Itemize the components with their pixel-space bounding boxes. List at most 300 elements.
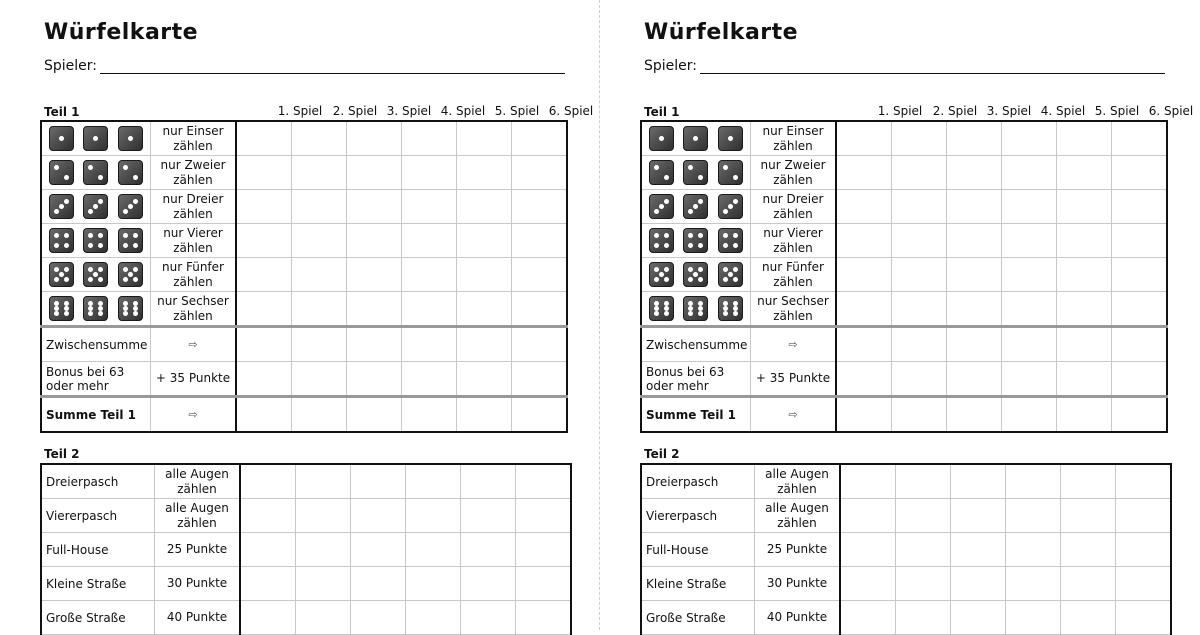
card-title: Würfelkarte <box>644 20 799 45</box>
dice-cell <box>41 190 151 224</box>
die-1-icon <box>118 126 143 151</box>
score-cell-part2-5-game-1[interactable] <box>240 601 296 635</box>
score-cell-part1-4-game-6[interactable] <box>512 224 568 258</box>
game-header-2: 2. Spiel <box>932 104 978 118</box>
combination-label: Große Straße <box>641 601 755 635</box>
game-header-4: 4. Spiel <box>440 104 486 118</box>
combination-label: Full-House <box>641 533 755 567</box>
score-cell-part1-5-game-2[interactable] <box>292 258 347 292</box>
die-6-icon <box>683 296 708 321</box>
subtotal-row <box>41 327 567 362</box>
score-cell-part2-3-game-2[interactable] <box>896 533 951 567</box>
die-2-icon <box>49 160 74 185</box>
die-3-icon <box>718 194 743 219</box>
player-name-line[interactable] <box>700 73 1165 74</box>
score-cell-part1-4-game-4[interactable] <box>402 224 457 258</box>
dice-cell <box>641 190 751 224</box>
score-cell-part1-4-game-5[interactable] <box>1057 224 1112 258</box>
score-cell-part1-5-game-4[interactable] <box>402 258 457 292</box>
part2-table <box>640 463 1172 635</box>
die-5-icon <box>683 262 708 287</box>
score-cell-part2-4-game-1[interactable] <box>840 567 896 601</box>
bonus-description: + 35 Punkte <box>751 362 837 397</box>
score-cell-part2-5-game-2[interactable] <box>296 601 351 635</box>
score-cell-part2-4-game-6[interactable] <box>516 567 572 601</box>
die-6-icon <box>118 296 143 321</box>
table-row <box>41 121 567 156</box>
score-cell-subtotal-game-6[interactable] <box>512 327 568 362</box>
score-cell-part1-6-game-6[interactable] <box>512 292 568 327</box>
score-cell-part2-3-game-1[interactable] <box>240 533 296 567</box>
game-header-1: 1. Spiel <box>277 104 323 118</box>
score-cell-part1-5-game-1[interactable] <box>836 258 892 292</box>
score-cell-part1-2-game-2[interactable] <box>292 156 347 190</box>
table-row <box>641 601 1171 635</box>
score-cell-part1-6-game-1[interactable] <box>836 292 892 327</box>
score-cell-part1-2-game-5[interactable] <box>457 156 512 190</box>
combination-label: Kleine Straße <box>641 567 755 601</box>
score-cell-part1-6-game-3[interactable] <box>347 292 402 327</box>
table-row <box>641 567 1171 601</box>
bonus-row <box>41 362 567 397</box>
bonus-label: Bonus bei 63 oder mehr <box>641 362 751 397</box>
score-cell-part2-4-game-2[interactable] <box>296 567 351 601</box>
score-cell-part2-5-game-4[interactable] <box>406 601 461 635</box>
score-cell-part2-2-game-4[interactable] <box>1006 499 1061 533</box>
score-cell-part2-5-game-5[interactable] <box>1061 601 1116 635</box>
score-cell-part1-2-game-5[interactable] <box>1057 156 1112 190</box>
score-cell-bonus-game-1[interactable] <box>236 362 292 397</box>
score-cell-part2-4-game-6[interactable] <box>1116 567 1172 601</box>
table-row <box>641 499 1171 533</box>
score-cell-subtotal-game-4[interactable] <box>402 327 457 362</box>
score-cell-part1-3-game-5[interactable] <box>1057 190 1112 224</box>
dice-cell <box>41 121 151 156</box>
score-cell-sum1-game-4[interactable] <box>1002 397 1057 433</box>
score-cell-sum1-game-5[interactable] <box>457 397 512 433</box>
sum-arrow-icon: ⇨ <box>751 397 837 433</box>
table-row <box>41 156 567 190</box>
score-cell-part1-2-game-4[interactable] <box>1002 156 1057 190</box>
score-cell-part1-4-game-1[interactable] <box>836 224 892 258</box>
score-cell-part1-2-game-1[interactable] <box>836 156 892 190</box>
game-header-3: 3. Spiel <box>386 104 432 118</box>
rule-description: nur Einser zählen <box>751 121 837 156</box>
table-row <box>41 190 567 224</box>
score-cell-part2-5-game-3[interactable] <box>951 601 1006 635</box>
die-5-icon <box>83 262 108 287</box>
die-4-icon <box>683 228 708 253</box>
table-row <box>41 601 571 635</box>
page-divider <box>599 0 600 630</box>
score-cell-part1-4-game-3[interactable] <box>947 224 1002 258</box>
rule-description: nur Dreier zählen <box>151 190 237 224</box>
die-5-icon <box>118 262 143 287</box>
score-cell-part1-1-game-3[interactable] <box>347 121 402 156</box>
dice-cell <box>41 292 151 327</box>
score-cell-part2-2-game-4[interactable] <box>406 499 461 533</box>
score-cell-part2-1-game-3[interactable] <box>951 464 1006 499</box>
bonus-description: + 35 Punkte <box>151 362 237 397</box>
die-4-icon <box>83 228 108 253</box>
rule-description: 25 Punkte <box>755 533 841 567</box>
score-cell-part2-5-game-4[interactable] <box>1006 601 1061 635</box>
dice-cell <box>41 224 151 258</box>
score-cell-part2-3-game-3[interactable] <box>951 533 1006 567</box>
score-cell-sum1-game-1[interactable] <box>236 397 292 433</box>
combination-label: Viererpasch <box>641 499 755 533</box>
score-cell-part2-4-game-5[interactable] <box>461 567 516 601</box>
table-row <box>641 533 1171 567</box>
score-cell-sum1-game-3[interactable] <box>947 397 1002 433</box>
die-5-icon <box>718 262 743 287</box>
score-cell-part1-1-game-5[interactable] <box>1057 121 1112 156</box>
die-1-icon <box>49 126 74 151</box>
score-cell-part2-5-game-3[interactable] <box>351 601 406 635</box>
die-4-icon <box>49 228 74 253</box>
score-cell-part1-5-game-5[interactable] <box>457 258 512 292</box>
rule-description: 40 Punkte <box>755 601 841 635</box>
sum-part1-row <box>641 397 1167 433</box>
score-cell-part2-5-game-6[interactable] <box>516 601 572 635</box>
die-2-icon <box>118 160 143 185</box>
die-4-icon <box>649 228 674 253</box>
score-cell-subtotal-game-5[interactable] <box>1057 327 1112 362</box>
game-header-5: 5. Spiel <box>1094 104 1140 118</box>
score-cell-part1-4-game-6[interactable] <box>1112 224 1168 258</box>
die-4-icon <box>118 228 143 253</box>
dice-cell <box>641 156 751 190</box>
score-cell-part1-1-game-4[interactable] <box>402 121 457 156</box>
score-cell-part2-4-game-5[interactable] <box>1061 567 1116 601</box>
score-cell-part2-3-game-5[interactable] <box>461 533 516 567</box>
score-cell-part2-4-game-4[interactable] <box>406 567 461 601</box>
score-cell-part1-1-game-2[interactable] <box>292 121 347 156</box>
score-cell-part1-4-game-3[interactable] <box>347 224 402 258</box>
score-cell-part1-1-game-1[interactable] <box>836 121 892 156</box>
subtotal-arrow-icon: ⇨ <box>751 327 837 362</box>
score-cell-part2-2-game-5[interactable] <box>1061 499 1116 533</box>
score-cell-part2-1-game-3[interactable] <box>351 464 406 499</box>
table-row <box>41 292 567 327</box>
score-cell-part2-4-game-3[interactable] <box>951 567 1006 601</box>
score-cell-part2-3-game-3[interactable] <box>351 533 406 567</box>
rule-description: nur Sechser zählen <box>751 292 837 327</box>
score-cell-bonus-game-6[interactable] <box>1112 362 1168 397</box>
score-cell-bonus-game-6[interactable] <box>512 362 568 397</box>
score-cell-subtotal-game-2[interactable] <box>892 327 947 362</box>
player-label: Spieler: <box>44 58 98 74</box>
score-cell-part2-2-game-1[interactable] <box>840 499 896 533</box>
score-cell-part2-4-game-4[interactable] <box>1006 567 1061 601</box>
score-cell-sum1-game-1[interactable] <box>836 397 892 433</box>
score-cell-sum1-game-6[interactable] <box>512 397 568 433</box>
die-2-icon <box>718 160 743 185</box>
score-cell-part1-1-game-3[interactable] <box>947 121 1002 156</box>
rule-description: alle Augen zählen <box>155 499 241 533</box>
player-label: Spieler: <box>644 58 698 74</box>
score-cell-part1-3-game-2[interactable] <box>292 190 347 224</box>
rule-description: alle Augen zählen <box>755 499 841 533</box>
score-cell-part2-2-game-2[interactable] <box>896 499 951 533</box>
score-cell-part2-5-game-2[interactable] <box>896 601 951 635</box>
score-cell-part2-4-game-3[interactable] <box>351 567 406 601</box>
table-row <box>641 464 1171 499</box>
score-cell-part2-5-game-6[interactable] <box>1116 601 1172 635</box>
score-cell-part2-2-game-5[interactable] <box>461 499 516 533</box>
die-3-icon <box>49 194 74 219</box>
score-cell-part2-3-game-1[interactable] <box>840 533 896 567</box>
score-cell-part1-6-game-4[interactable] <box>402 292 457 327</box>
score-cell-part2-1-game-4[interactable] <box>1006 464 1061 499</box>
part2-title: Teil 2 <box>44 447 80 461</box>
score-cell-subtotal-game-1[interactable] <box>236 327 292 362</box>
score-cell-part1-6-game-6[interactable] <box>1112 292 1168 327</box>
combination-label: Kleine Straße <box>41 567 155 601</box>
part2-title: Teil 2 <box>644 447 680 461</box>
score-cell-bonus-game-3[interactable] <box>947 362 1002 397</box>
score-cell-part2-3-game-5[interactable] <box>1061 533 1116 567</box>
part1-table <box>640 120 1168 433</box>
table-row <box>41 533 571 567</box>
table-row <box>41 258 567 292</box>
score-cell-part2-3-game-6[interactable] <box>516 533 572 567</box>
score-cell-bonus-game-5[interactable] <box>457 362 512 397</box>
combination-label: Große Straße <box>41 601 155 635</box>
dice-cell <box>641 121 751 156</box>
score-cell-bonus-game-3[interactable] <box>347 362 402 397</box>
part2-table <box>40 463 572 635</box>
table-row <box>41 499 571 533</box>
score-cell-part2-3-game-4[interactable] <box>1006 533 1061 567</box>
score-cell-part1-6-game-3[interactable] <box>947 292 1002 327</box>
score-cell-part1-6-game-5[interactable] <box>457 292 512 327</box>
rule-description: alle Augen zählen <box>155 464 241 499</box>
score-cell-part1-3-game-3[interactable] <box>347 190 402 224</box>
score-cell-part1-2-game-1[interactable] <box>236 156 292 190</box>
dice-cell <box>641 292 751 327</box>
score-cell-part1-3-game-5[interactable] <box>457 190 512 224</box>
score-cell-part1-1-game-4[interactable] <box>1002 121 1057 156</box>
score-cell-part2-5-game-5[interactable] <box>461 601 516 635</box>
score-cell-part2-1-game-6[interactable] <box>516 464 572 499</box>
score-cell-subtotal-game-4[interactable] <box>1002 327 1057 362</box>
game-header-3: 3. Spiel <box>986 104 1032 118</box>
score-cell-part1-3-game-4[interactable] <box>402 190 457 224</box>
score-cell-part1-3-game-1[interactable] <box>236 190 292 224</box>
score-cell-part1-6-game-5[interactable] <box>1057 292 1112 327</box>
combination-label: Full-House <box>41 533 155 567</box>
part1-table <box>40 120 568 433</box>
score-cell-part1-2-game-3[interactable] <box>947 156 1002 190</box>
score-cell-bonus-game-4[interactable] <box>1002 362 1057 397</box>
score-cell-part1-1-game-6[interactable] <box>1112 121 1168 156</box>
rule-description: 30 Punkte <box>755 567 841 601</box>
score-cell-part1-3-game-2[interactable] <box>892 190 947 224</box>
score-cell-part1-6-game-4[interactable] <box>1002 292 1057 327</box>
game-header-5: 5. Spiel <box>494 104 540 118</box>
score-cell-part1-2-game-6[interactable] <box>1112 156 1168 190</box>
score-cell-sum1-game-4[interactable] <box>402 397 457 433</box>
score-cell-bonus-game-2[interactable] <box>892 362 947 397</box>
score-cell-part1-5-game-4[interactable] <box>1002 258 1057 292</box>
score-cell-part1-4-game-2[interactable] <box>892 224 947 258</box>
score-cell-sum1-game-3[interactable] <box>347 397 402 433</box>
game-header-2: 2. Spiel <box>332 104 378 118</box>
score-cell-part2-1-game-5[interactable] <box>1061 464 1116 499</box>
score-cell-part1-4-game-5[interactable] <box>457 224 512 258</box>
score-cell-part1-3-game-6[interactable] <box>1112 190 1168 224</box>
rule-description: nur Sechser zählen <box>151 292 237 327</box>
score-cell-part2-1-game-2[interactable] <box>896 464 951 499</box>
rule-description: 40 Punkte <box>155 601 241 635</box>
score-cell-part1-6-game-2[interactable] <box>292 292 347 327</box>
dice-cell <box>641 224 751 258</box>
die-6-icon <box>83 296 108 321</box>
sum-part1-label: Summe Teil 1 <box>641 397 751 433</box>
table-row <box>41 224 567 258</box>
score-cell-part2-1-game-1[interactable] <box>240 464 296 499</box>
subtotal-row <box>641 327 1167 362</box>
score-cell-part1-2-game-4[interactable] <box>402 156 457 190</box>
score-cell-subtotal-game-2[interactable] <box>292 327 347 362</box>
part1-title: Teil 1 <box>44 105 80 119</box>
die-4-icon <box>718 228 743 253</box>
player-name-line[interactable] <box>100 73 565 74</box>
dice-cell <box>41 258 151 292</box>
score-cell-part1-2-game-3[interactable] <box>347 156 402 190</box>
score-cell-part2-2-game-6[interactable] <box>516 499 572 533</box>
die-3-icon <box>683 194 708 219</box>
score-cell-part2-3-game-2[interactable] <box>296 533 351 567</box>
score-cell-subtotal-game-3[interactable] <box>947 327 1002 362</box>
score-cell-part1-1-game-6[interactable] <box>512 121 568 156</box>
score-cell-bonus-game-1[interactable] <box>836 362 892 397</box>
table-row <box>641 292 1167 327</box>
die-1-icon <box>683 126 708 151</box>
score-cell-part2-2-game-1[interactable] <box>240 499 296 533</box>
score-cell-part1-4-game-1[interactable] <box>236 224 292 258</box>
score-cell-sum1-game-6[interactable] <box>1112 397 1168 433</box>
score-cell-part1-2-game-6[interactable] <box>512 156 568 190</box>
score-cell-part1-5-game-6[interactable] <box>1112 258 1168 292</box>
score-cell-subtotal-game-3[interactable] <box>347 327 402 362</box>
score-cell-part1-6-game-2[interactable] <box>892 292 947 327</box>
die-3-icon <box>649 194 674 219</box>
sum-arrow-icon: ⇨ <box>151 397 237 433</box>
score-cell-part2-1-game-6[interactable] <box>1116 464 1172 499</box>
score-cell-part2-4-game-1[interactable] <box>240 567 296 601</box>
rule-description: nur Zweier zählen <box>151 156 237 190</box>
sum-part1-row <box>41 397 567 433</box>
score-cell-part1-5-game-3[interactable] <box>947 258 1002 292</box>
table-row <box>641 156 1167 190</box>
combination-label: Viererpasch <box>41 499 155 533</box>
combination-label: Dreierpasch <box>641 464 755 499</box>
die-6-icon <box>718 296 743 321</box>
score-cell-bonus-game-2[interactable] <box>292 362 347 397</box>
rule-description: 25 Punkte <box>155 533 241 567</box>
score-cell-bonus-game-5[interactable] <box>1057 362 1112 397</box>
score-cell-part2-3-game-4[interactable] <box>406 533 461 567</box>
combination-label: Dreierpasch <box>41 464 155 499</box>
score-cell-part2-1-game-2[interactable] <box>296 464 351 499</box>
rule-description: alle Augen zählen <box>755 464 841 499</box>
score-cell-part1-6-game-1[interactable] <box>236 292 292 327</box>
score-cell-subtotal-game-6[interactable] <box>1112 327 1168 362</box>
score-cell-part2-2-game-2[interactable] <box>296 499 351 533</box>
score-cell-part1-3-game-6[interactable] <box>512 190 568 224</box>
score-cell-part1-3-game-3[interactable] <box>947 190 1002 224</box>
score-cell-part1-4-game-4[interactable] <box>1002 224 1057 258</box>
score-cell-part1-5-game-1[interactable] <box>236 258 292 292</box>
score-cell-part1-5-game-3[interactable] <box>347 258 402 292</box>
score-cell-part2-2-game-3[interactable] <box>351 499 406 533</box>
die-2-icon <box>683 160 708 185</box>
table-row <box>41 567 571 601</box>
rule-description: nur Dreier zählen <box>751 190 837 224</box>
score-cell-part1-1-game-2[interactable] <box>892 121 947 156</box>
score-cell-part2-2-game-6[interactable] <box>1116 499 1172 533</box>
sum-part1-label: Summe Teil 1 <box>41 397 151 433</box>
die-1-icon <box>83 126 108 151</box>
score-cell-part1-5-game-5[interactable] <box>1057 258 1112 292</box>
score-cell-part1-1-game-5[interactable] <box>457 121 512 156</box>
score-cell-bonus-game-4[interactable] <box>402 362 457 397</box>
table-row <box>41 464 571 499</box>
score-cell-part2-2-game-3[interactable] <box>951 499 1006 533</box>
table-row <box>641 258 1167 292</box>
score-cell-part1-5-game-2[interactable] <box>892 258 947 292</box>
score-cell-part2-1-game-4[interactable] <box>406 464 461 499</box>
score-cell-sum1-game-2[interactable] <box>292 397 347 433</box>
score-cell-part1-3-game-4[interactable] <box>1002 190 1057 224</box>
game-header-6: 6. Spiel <box>548 104 594 118</box>
score-cell-part1-3-game-1[interactable] <box>836 190 892 224</box>
score-cell-part2-4-game-2[interactable] <box>896 567 951 601</box>
score-cell-subtotal-game-1[interactable] <box>836 327 892 362</box>
rule-description: nur Fünfer zählen <box>151 258 237 292</box>
rule-description: nur Zweier zählen <box>751 156 837 190</box>
subtotal-label: Zwischensumme <box>41 327 151 362</box>
die-2-icon <box>83 160 108 185</box>
die-5-icon <box>49 262 74 287</box>
rule-description: 30 Punkte <box>155 567 241 601</box>
game-header-1: 1. Spiel <box>877 104 923 118</box>
rule-description: nur Einser zählen <box>151 121 237 156</box>
score-cell-part1-4-game-2[interactable] <box>292 224 347 258</box>
score-cell-part2-5-game-1[interactable] <box>840 601 896 635</box>
score-cell-sum1-game-5[interactable] <box>1057 397 1112 433</box>
score-cell-sum1-game-2[interactable] <box>892 397 947 433</box>
score-cell-subtotal-game-5[interactable] <box>457 327 512 362</box>
score-cell-part2-3-game-6[interactable] <box>1116 533 1172 567</box>
score-cell-part1-5-game-6[interactable] <box>512 258 568 292</box>
die-2-icon <box>649 160 674 185</box>
table-row <box>641 224 1167 258</box>
game-header-6: 6. Spiel <box>1148 104 1194 118</box>
part1-title: Teil 1 <box>644 105 680 119</box>
score-cell-part1-2-game-2[interactable] <box>892 156 947 190</box>
score-cell-part2-1-game-1[interactable] <box>840 464 896 499</box>
rule-description: nur Vierer zählen <box>151 224 237 258</box>
score-cell-part2-1-game-5[interactable] <box>461 464 516 499</box>
die-5-icon <box>649 262 674 287</box>
game-header-4: 4. Spiel <box>1040 104 1086 118</box>
bonus-label: Bonus bei 63 oder mehr <box>41 362 151 397</box>
rule-description: nur Vierer zählen <box>751 224 837 258</box>
score-cell-part1-1-game-1[interactable] <box>236 121 292 156</box>
